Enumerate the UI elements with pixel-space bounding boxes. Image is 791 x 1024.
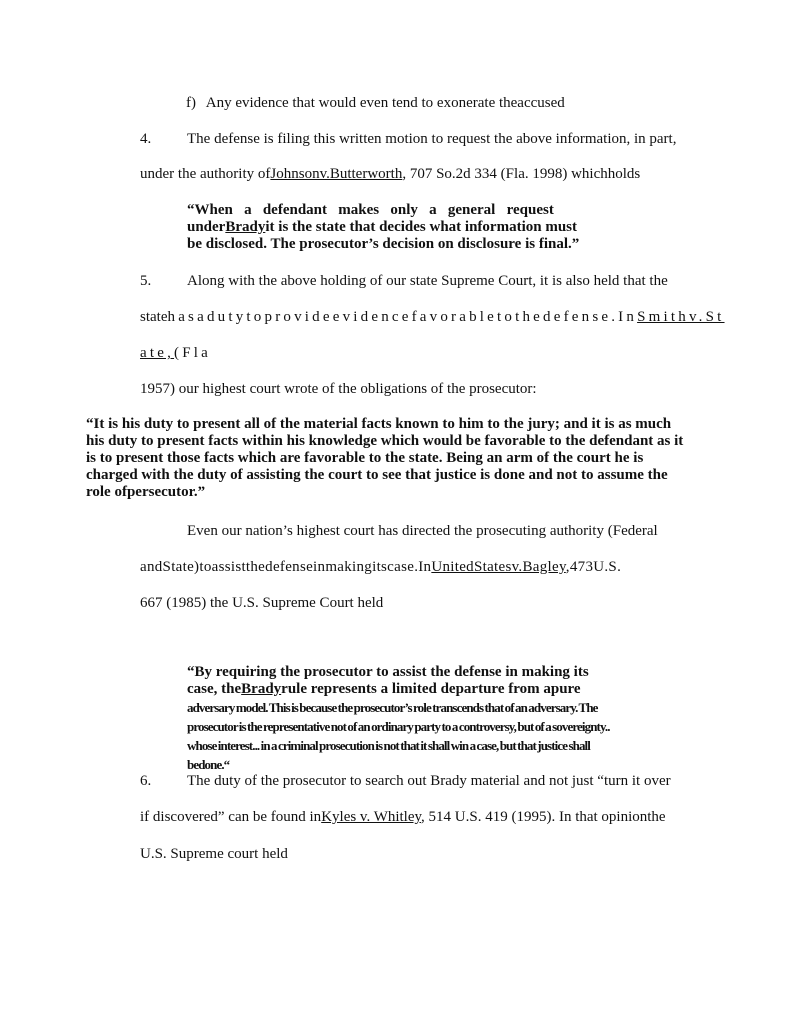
text: under the authority of (140, 166, 271, 182)
paragraph-5-line-2 (140, 308, 725, 326)
quote-line: “It is his duty to present all of the material facts known to him to the jury; and it is as much (86, 416, 672, 432)
quote-line (187, 681, 605, 698)
text: if discovered” can be found in (140, 809, 322, 825)
quote-line (187, 219, 605, 236)
text: hasadutytoprovideevidencefavorabletothedefense.In (167, 309, 638, 325)
text: ,473U.S. (565, 559, 622, 575)
case-reference-brady: Brady (225, 219, 266, 235)
paragraph-bagley-line-3: 667 (1985) the U.S. Supreme Court held (140, 595, 384, 611)
text: andState)toassistthedefenseinmakingitscase.In (140, 559, 432, 575)
paragraph-6-line-1: The duty of the prosecutor to search out Brady material and not just “turn it over (187, 773, 671, 789)
quote-line: be disclosed. The prosecutor’s decision on disclosure is final.” (187, 236, 580, 252)
quote-line: whose interest... in a criminal prosecution is not that it shall win a case, but that justice shall (187, 738, 590, 753)
quote-line: charged with the duty of assisting the court to see that justice is done and not to assume the (86, 467, 668, 483)
text: , 707 So.2d 334 (Fla. 1998) whichholds (402, 166, 641, 182)
quote-line: his duty to present facts within his knowledge which would be favorable to the defendant as it (86, 433, 684, 449)
paragraph-5-line-3 (140, 344, 211, 362)
block-quote-1 (187, 202, 605, 253)
item-label: f) (186, 95, 196, 111)
paragraph-6-line-2 (140, 808, 666, 826)
block-quote-3 (187, 664, 610, 774)
text: case, the (187, 681, 242, 697)
list-item-f (186, 94, 565, 112)
quote-line: role ofpersecutor.” (86, 484, 206, 500)
paragraph-4-line-2 (140, 165, 640, 183)
paragraph-number-4: 4. (140, 131, 152, 147)
paragraph-bagley-line-2 (140, 558, 621, 576)
block-quote-2 (86, 416, 706, 501)
paragraph-6-line-3: U.S. Supreme court held (140, 846, 288, 862)
quote-line: bedone.“ (187, 757, 230, 772)
quote-line: “By requiring the prosecutor to assist the defense in making its (187, 664, 589, 680)
case-citation-johnson: Johnsonv.Butterworth (270, 166, 403, 182)
paragraph-number-6: 6. (140, 773, 152, 789)
text: (Fla (174, 345, 212, 361)
quote-line: adversary model. This is because the prosecutor’s role transcends that of an adversary. The (187, 700, 598, 715)
case-citation-smith-cont: ate, (140, 345, 175, 361)
item-text: Any evidence that would even tend to exonerate theaccused (205, 95, 565, 111)
text: , 514 U.S. 419 (1995). In that opinionthe (421, 809, 666, 825)
case-reference-brady: Brady (241, 681, 282, 697)
paragraph-number-5: 5. (140, 273, 152, 289)
quote-line: prosecutor is the representative not of an ordinary party to a controversy, but of a sovereignty.. (187, 719, 610, 734)
case-citation-bagley: UnitedStatesv.Bagley (431, 559, 566, 575)
text: state (140, 309, 168, 325)
text: under (187, 219, 226, 235)
quote-line: “When a defendant makes only a general request (187, 202, 554, 218)
paragraph-bagley-line-1: Even our nation’s highest court has directed the prosecuting authority (Federal (187, 523, 658, 539)
paragraph-4-line-1: The defense is filing this written motion to request the above information, in part, (187, 131, 677, 147)
text: rule represents a limited departure from apure (281, 681, 581, 697)
quote-line: is to present those facts which are favorable to the state. Being an arm of the court he is (86, 450, 644, 466)
text: it is the state that decides what information must (265, 219, 578, 235)
case-citation-smith: Smithv.St (637, 309, 725, 325)
case-citation-kyles: Kyles v. Whitley (321, 809, 422, 825)
paragraph-5-line-4: 1957) our highest court wrote of the obligations of the prosecutor: (140, 381, 537, 397)
paragraph-5-line-1: Along with the above holding of our state Supreme Court, it is also held that the (187, 273, 668, 289)
